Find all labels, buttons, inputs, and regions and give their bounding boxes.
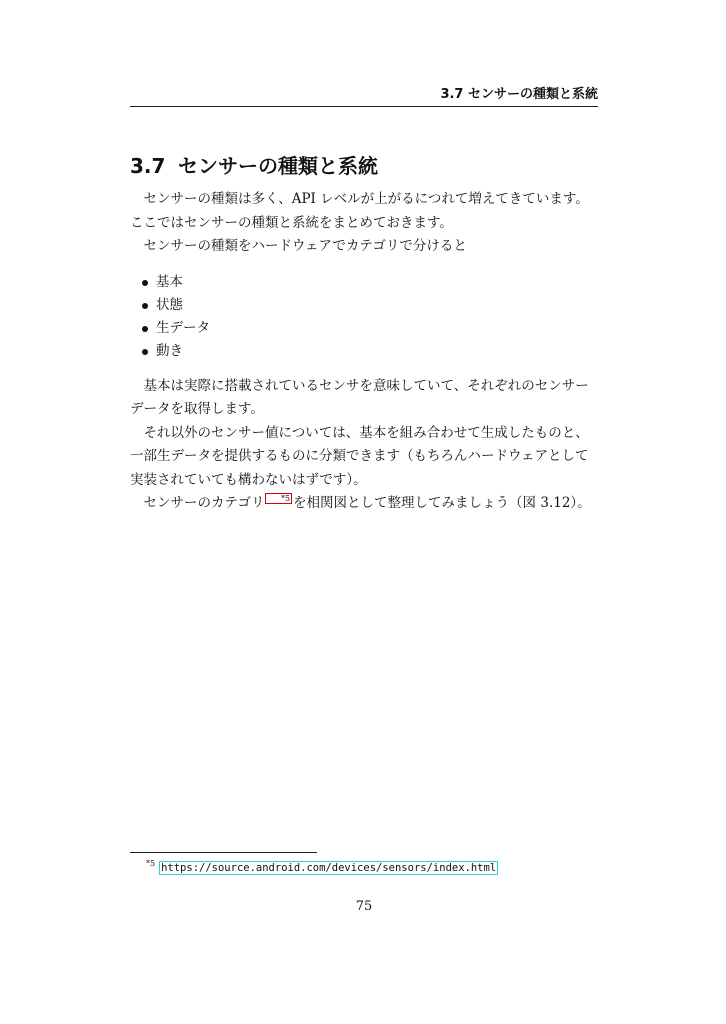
list-item-label: 動き [156, 342, 183, 359]
header-rule [130, 106, 598, 107]
section-title: センサーの種類と系統 [178, 154, 378, 178]
bullet-icon [142, 280, 148, 286]
list-item [142, 317, 598, 340]
section-number: 3.7 [130, 154, 166, 178]
paragraph-5-start: センサーのカテゴリ [143, 495, 265, 511]
bullet-icon [142, 349, 148, 355]
footnote-reference-link[interactable]: *5 [265, 493, 292, 504]
list-item [142, 340, 598, 363]
list-item [142, 271, 598, 294]
bullet-icon [142, 303, 148, 309]
footnote-number: *5 [146, 859, 156, 868]
page-number: 75 [355, 899, 373, 914]
section-heading [130, 150, 598, 182]
paragraph-5-end: を相関図として整理してみましょう（図 3.12）。 [293, 495, 591, 511]
category-list [130, 271, 598, 363]
body-text [130, 188, 598, 516]
list-item-label: 生データ [156, 319, 210, 336]
paragraph-3: 基本は実際に搭載されているセンサを意味していて、それぞれのセンサーデータを取得します。 [130, 377, 589, 417]
list-item [142, 294, 598, 317]
footnote-rule [130, 852, 317, 853]
bullet-icon [142, 326, 148, 332]
paragraph-5 [130, 492, 598, 516]
footnote [146, 856, 498, 876]
footnote-url-link[interactable]: https://source.android.com/devices/sensors/index.html [161, 862, 497, 874]
paragraph-4: それ以外のセンサー値については、基本を組み合わせて生成したものと、一部生データを提供するものに分類できます（もちろんハードウェアとして実装されていても構わないはずです）。 [130, 424, 589, 488]
paragraph-1: センサーの種類は多く、API レベルが上がるにつれて増えてきています。ここではセンサーの種類と系統をまとめておきます。 [130, 191, 589, 231]
list-item-label: 状態 [156, 296, 183, 313]
list-item-label: 基本 [156, 273, 183, 290]
running-head: 3.7 センサーの種類と系統 [440, 87, 598, 102]
paragraph-2: センサーの種類をハードウェアでカテゴリで分けると [143, 238, 467, 254]
